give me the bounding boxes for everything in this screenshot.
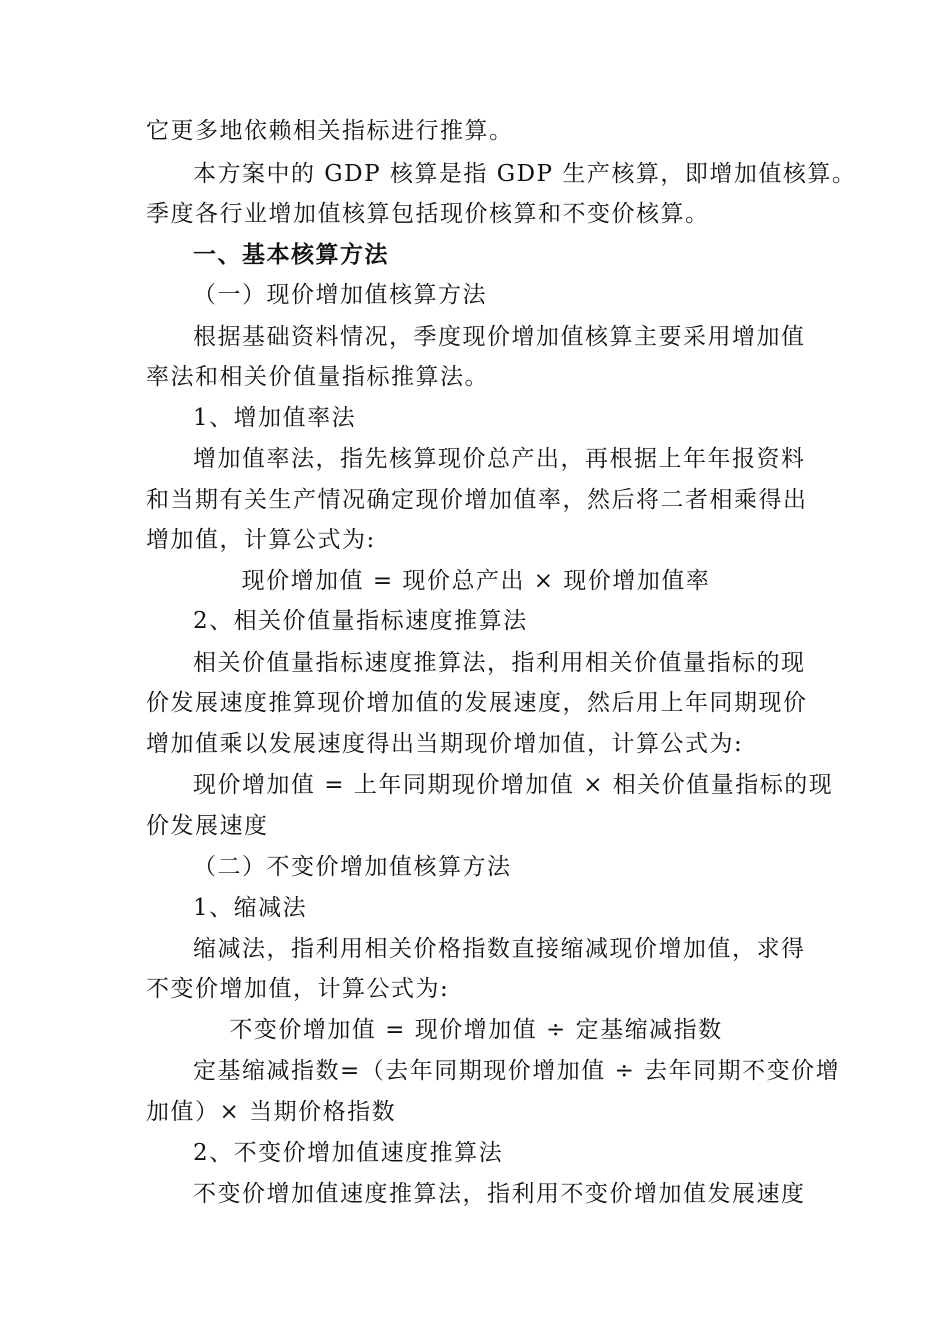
method-heading: 2、相关价值量指标速度推算法 [193, 608, 528, 634]
formula: 现价增加值 = 现价总产出 × 现价增加值率 [241, 568, 711, 594]
formula-continuation: 加值）× 当期价格指数 [146, 1099, 397, 1125]
paragraph-line: 率法和相关价值量指标推算法。 [146, 364, 489, 390]
paragraph-line: 增加值率法，指先核算现价总产出，再根据上年年报资料 [193, 446, 806, 472]
paragraph-line: 它更多地依赖相关指标进行推算。 [146, 118, 514, 144]
subsection-heading: （二）不变价增加值核算方法 [193, 854, 512, 880]
paragraph-line: 季度各行业增加值核算包括现价核算和不变价核算。 [146, 201, 710, 227]
paragraph-line: 缩减法，指利用相关价格指数直接缩减现价增加值，求得 [193, 936, 806, 962]
formula: 定基缩减指数=（去年同期现价增加值 ÷ 去年同期不变价增 [193, 1058, 841, 1084]
method-heading: 1、增加值率法 [193, 405, 357, 431]
formula-continuation: 价发展速度 [146, 813, 269, 839]
method-heading: 2、不变价增加值速度推算法 [193, 1140, 504, 1166]
paragraph-line: 相关价值量指标速度推算法，指利用相关价值量指标的现 [193, 650, 806, 676]
paragraph-line: 和当期有关生产情况确定现价增加值率，然后将二者相乘得出 [146, 487, 808, 513]
paragraph-line: 根据基础资料情况，季度现价增加值核算主要采用增加值 [193, 324, 806, 350]
formula: 不变价增加值 = 现价增加值 ÷ 定基缩减指数 [229, 1017, 723, 1043]
paragraph-line: 增加值，计算公式为: [146, 527, 376, 553]
paragraph-line: 不变价增加值，计算公式为: [146, 976, 450, 1002]
formula: 现价增加值 = 上年同期现价增加值 × 相关价值量指标的现 [193, 772, 834, 798]
paragraph-line: 价发展速度推算现价增加值的发展速度，然后用上年同期现价 [146, 690, 808, 716]
paragraph-line: 增加值乘以发展速度得出当期现价增加值，计算公式为: [146, 731, 744, 757]
section-heading: 一、基本核算方法 [193, 242, 389, 268]
paragraph-line: 不变价增加值速度推算法，指利用不变价增加值发展速度 [193, 1181, 806, 1207]
subsection-heading: （一）现价增加值核算方法 [193, 282, 487, 308]
paragraph-line: 本方案中的 GDP 核算是指 GDP 生产核算，即增加值核算。 [193, 161, 857, 187]
method-heading: 1、缩减法 [193, 895, 308, 921]
